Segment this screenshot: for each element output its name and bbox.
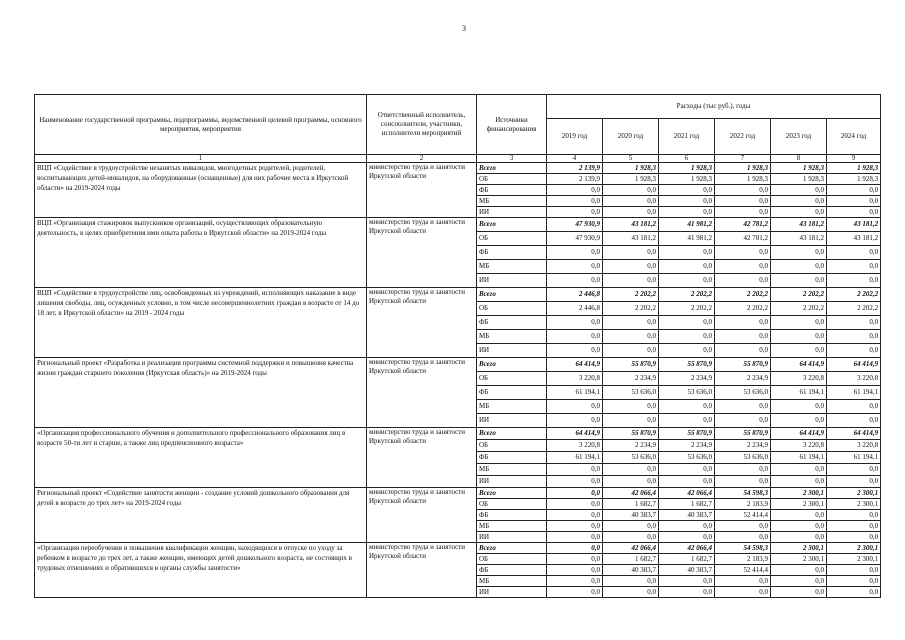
- expense-value: 1 928,3: [771, 174, 827, 185]
- expense-value: 0,0: [603, 185, 659, 196]
- expense-value: 0,0: [771, 196, 827, 207]
- column-number: 4: [547, 155, 603, 163]
- expense-value: 53 636,0: [659, 452, 715, 464]
- expense-value: 0,0: [771, 565, 827, 576]
- expense-value: 0,0: [827, 400, 881, 414]
- expense-value: 2 300,1: [771, 543, 827, 554]
- expense-value: 0,0: [603, 260, 659, 274]
- expense-value: 0,0: [659, 464, 715, 476]
- expense-value: 2 202,2: [827, 302, 881, 316]
- expense-value: 2 202,2: [715, 302, 771, 316]
- expense-value: 0,0: [771, 330, 827, 344]
- expense-value: 0,0: [715, 316, 771, 330]
- executor: министерство труда и занятости Иркутской области: [367, 488, 477, 543]
- expense-value: 43 181,2: [771, 218, 827, 232]
- expense-value: 0,0: [771, 207, 827, 218]
- expense-value: 0,0: [659, 521, 715, 532]
- expense-value: 2 202,2: [771, 288, 827, 302]
- expense-value: 2 234,9: [715, 440, 771, 452]
- funding-source: ОБ: [477, 372, 547, 386]
- expense-value: 0,0: [659, 532, 715, 543]
- expense-value: 0,0: [547, 587, 603, 598]
- expense-value: 0,0: [547, 185, 603, 196]
- expense-value: 3 220,8: [827, 440, 881, 452]
- expense-value: 0,0: [659, 316, 715, 330]
- expense-value: 0,0: [827, 476, 881, 488]
- header-year: 2022 год: [715, 119, 771, 155]
- expense-value: 0,0: [827, 510, 881, 521]
- expense-value: 1 928,3: [603, 174, 659, 185]
- expense-value: 40 383,7: [603, 510, 659, 521]
- expense-value: 2 300,1: [827, 554, 881, 565]
- expense-value: 0,0: [771, 464, 827, 476]
- expense-value: 0,0: [715, 587, 771, 598]
- program-name: «Организация переобучения и повышения квалификации женщин, находящихся в отпуске по уходу за ребенком в возрасте до трех лет, а также женщин, имеющих детей дошкольного возраста, не состоящих в трудовых отношениях и обратившихся в органы службы занятости»: [35, 543, 367, 598]
- expense-value: 0,0: [603, 532, 659, 543]
- table-row: [35, 218, 881, 232]
- expense-value: 0,0: [547, 464, 603, 476]
- table-row: [35, 488, 881, 499]
- expense-value: 53 636,0: [603, 386, 659, 400]
- header-expenses: Расходы (тыс руб.), годы: [547, 95, 881, 119]
- expense-value: 42 066,4: [603, 543, 659, 554]
- expense-value: 0,0: [547, 414, 603, 428]
- header-year: 2019 год: [547, 119, 603, 155]
- expense-value: 53 636,0: [603, 452, 659, 464]
- expense-value: 0,0: [547, 274, 603, 288]
- expense-value: 0,0: [547, 543, 603, 554]
- funding-source: ОБ: [477, 174, 547, 185]
- expense-value: 0,0: [715, 521, 771, 532]
- table-row: [35, 428, 881, 440]
- expense-value: 0,0: [547, 260, 603, 274]
- expense-value: 2 300,1: [827, 543, 881, 554]
- header-program-name: Наименование государственной программы, подпрограммы, ведомственной целевой программы, основного мероприятия, мероприятия: [35, 95, 367, 155]
- expense-value: 54 598,3: [715, 488, 771, 499]
- expense-value: 64 414,9: [827, 428, 881, 440]
- expense-value: 2 139,9: [547, 174, 603, 185]
- expense-value: 0,0: [659, 414, 715, 428]
- expense-value: 0,0: [603, 414, 659, 428]
- expense-value: 0,0: [827, 274, 881, 288]
- header-year: 2024 год: [827, 119, 881, 155]
- expense-value: 61 194,1: [771, 386, 827, 400]
- expense-value: 0,0: [827, 532, 881, 543]
- expense-value: 0,0: [603, 274, 659, 288]
- column-number-row: [35, 155, 881, 163]
- expense-value: 0,0: [603, 196, 659, 207]
- expense-value: 2 202,2: [603, 302, 659, 316]
- expense-value: 0,0: [547, 316, 603, 330]
- funding-source: Всего: [477, 543, 547, 554]
- expense-value: 55 870,9: [603, 428, 659, 440]
- expense-value: 41 981,2: [659, 232, 715, 246]
- program-name: Региональный проект «Разработка и реализация программы системной поддержки и повышения качества жизни граждан старшего поколения (Иркутская область)» на 2019-2024 годы: [35, 358, 367, 428]
- column-number: 7: [715, 155, 771, 163]
- expense-value: 42 781,2: [715, 232, 771, 246]
- expense-value: 2 234,9: [715, 372, 771, 386]
- expense-value: 42 781,2: [715, 218, 771, 232]
- expense-value: 47 930,9: [547, 218, 603, 232]
- expense-value: 0,0: [771, 274, 827, 288]
- expense-value: 2 202,2: [659, 302, 715, 316]
- column-number: 1: [35, 155, 367, 163]
- expense-value: 55 870,9: [715, 358, 771, 372]
- expense-value: 1 682,7: [659, 554, 715, 565]
- expense-value: 3 220,8: [771, 372, 827, 386]
- expense-value: 2 183,9: [715, 554, 771, 565]
- expense-value: 2 202,2: [659, 288, 715, 302]
- expense-value: 43 181,2: [827, 218, 881, 232]
- expense-value: 0,0: [827, 246, 881, 260]
- expense-value: 0,0: [659, 246, 715, 260]
- expense-value: 0,0: [771, 185, 827, 196]
- expense-value: 0,0: [547, 476, 603, 488]
- program-name: ВЦП «Содействие в трудоустройстве лиц, освобожденных из учреждений, исполняющих наказание в виде лишения свободы, лиц, осужденных условно, в том числе несовершеннолетних граждан в возрасте от 14 до 18 лет, в Иркутской области» на 2019 - 2024 годы: [35, 288, 367, 358]
- expense-value: 0,0: [715, 476, 771, 488]
- column-number: 3: [477, 155, 547, 163]
- expense-value: 1 928,3: [603, 163, 659, 174]
- expense-value: 0,0: [771, 476, 827, 488]
- expense-value: 0,0: [827, 344, 881, 358]
- expense-value: 41 981,2: [659, 218, 715, 232]
- expense-value: 0,0: [603, 521, 659, 532]
- executor: министерство труда и занятости Иркутской области: [367, 163, 477, 218]
- expense-value: 61 194,1: [827, 386, 881, 400]
- expense-value: 0,0: [547, 207, 603, 218]
- funding-source: МБ: [477, 521, 547, 532]
- funding-source: ОБ: [477, 440, 547, 452]
- expense-value: 64 414,9: [827, 358, 881, 372]
- expense-value: 0,0: [603, 207, 659, 218]
- header-funding-source: Источники финансирования: [477, 95, 547, 155]
- funding-source: ОБ: [477, 232, 547, 246]
- expense-value: 61 194,1: [547, 452, 603, 464]
- expense-value: 64 414,9: [771, 358, 827, 372]
- expense-value: 40 383,7: [659, 510, 715, 521]
- expense-value: 0,0: [659, 476, 715, 488]
- table-row: [35, 358, 881, 372]
- expense-value: 2 202,2: [827, 288, 881, 302]
- expense-value: 0,0: [547, 488, 603, 499]
- expense-value: 0,0: [771, 414, 827, 428]
- expense-value: 2 446,8: [547, 288, 603, 302]
- funding-source: Всего: [477, 358, 547, 372]
- expense-value: 2 234,9: [603, 372, 659, 386]
- expense-value: 2 202,2: [771, 302, 827, 316]
- expense-value: 40 383,7: [659, 565, 715, 576]
- expense-value: 2 183,9: [715, 499, 771, 510]
- funding-source: ИИ: [477, 344, 547, 358]
- expense-value: 0,0: [659, 185, 715, 196]
- expense-value: 0,0: [715, 414, 771, 428]
- funding-source: Всего: [477, 218, 547, 232]
- expense-value: 0,0: [827, 414, 881, 428]
- expense-value: 55 870,9: [659, 428, 715, 440]
- executor: министерство труда и занятости Иркутской области: [367, 288, 477, 358]
- expense-value: 43 181,2: [603, 232, 659, 246]
- expense-value: 0,0: [547, 499, 603, 510]
- expense-value: 52 414,4: [715, 565, 771, 576]
- funding-source: МБ: [477, 260, 547, 274]
- expense-value: 1 928,3: [827, 163, 881, 174]
- executor: министерство труда и занятости Иркутской области: [367, 218, 477, 288]
- funding-source: МБ: [477, 464, 547, 476]
- expense-value: 64 414,9: [547, 428, 603, 440]
- expense-value: 0,0: [659, 400, 715, 414]
- expense-value: 0,0: [547, 510, 603, 521]
- expense-value: 0,0: [659, 196, 715, 207]
- expense-value: 53 636,0: [715, 386, 771, 400]
- expense-value: 0,0: [827, 521, 881, 532]
- program-name: Региональный проект «Содействие занятости женщин - создание условий дошкольного образования для детей в возрасте до трех лет» на 2019-2024 годы: [35, 488, 367, 543]
- expense-value: 0,0: [827, 196, 881, 207]
- expense-value: 1 682,7: [659, 499, 715, 510]
- column-number: 5: [603, 155, 659, 163]
- expense-value: 0,0: [715, 274, 771, 288]
- program-name: «Организация профессионального обучения и дополнительного профессионального образования лиц в возрасте 50-ти лет и старше, а также лиц предпенсионного возраста»: [35, 428, 367, 488]
- expense-value: 1 682,7: [603, 554, 659, 565]
- expense-value: 0,0: [659, 330, 715, 344]
- expense-value: 43 181,2: [771, 232, 827, 246]
- expense-value: 61 194,1: [547, 386, 603, 400]
- expense-value: 42 066,4: [659, 543, 715, 554]
- funding-source: ИИ: [477, 274, 547, 288]
- funding-source: ОБ: [477, 302, 547, 316]
- expense-value: 0,0: [771, 400, 827, 414]
- funding-source: ИИ: [477, 207, 547, 218]
- expense-value: 2 234,9: [659, 440, 715, 452]
- expense-value: 61 194,1: [771, 452, 827, 464]
- expense-value: 1 682,7: [603, 499, 659, 510]
- expense-value: 0,0: [827, 260, 881, 274]
- funding-source: ФБ: [477, 246, 547, 260]
- expense-value: 0,0: [715, 246, 771, 260]
- expense-value: 0,0: [771, 510, 827, 521]
- expense-value: 40 383,7: [603, 565, 659, 576]
- column-number: 2: [367, 155, 477, 163]
- expense-value: 55 870,9: [715, 428, 771, 440]
- expense-value: 2 300,1: [771, 488, 827, 499]
- expense-value: 2 300,1: [827, 499, 881, 510]
- expense-value: 0,0: [603, 587, 659, 598]
- header-year: 2020 год: [603, 119, 659, 155]
- expense-value: 0,0: [603, 464, 659, 476]
- funding-source: ИИ: [477, 476, 547, 488]
- expense-value: 0,0: [827, 565, 881, 576]
- expense-value: 2 300,1: [771, 554, 827, 565]
- funding-source: ФБ: [477, 386, 547, 400]
- expense-value: 0,0: [771, 316, 827, 330]
- expense-value: 0,0: [659, 344, 715, 358]
- expense-value: 0,0: [715, 464, 771, 476]
- expense-value: 3 220,8: [547, 440, 603, 452]
- expense-value: 52 414,4: [715, 510, 771, 521]
- expense-value: 0,0: [659, 260, 715, 274]
- expense-value: 0,0: [547, 576, 603, 587]
- expense-value: 2 234,9: [659, 372, 715, 386]
- expense-value: 0,0: [603, 400, 659, 414]
- expense-value: 0,0: [603, 316, 659, 330]
- expense-value: 2 300,1: [827, 488, 881, 499]
- expense-value: 1 928,3: [659, 163, 715, 174]
- expense-value: 0,0: [827, 576, 881, 587]
- expense-value: 0,0: [603, 576, 659, 587]
- funding-source: Всего: [477, 163, 547, 174]
- expense-value: 0,0: [547, 565, 603, 576]
- expense-value: 0,0: [547, 532, 603, 543]
- expense-value: 2 202,2: [603, 288, 659, 302]
- expense-value: 61 194,1: [827, 452, 881, 464]
- expense-value: 0,0: [715, 260, 771, 274]
- expense-value: 0,0: [771, 521, 827, 532]
- expense-value: 64 414,9: [547, 358, 603, 372]
- expense-value: 0,0: [827, 464, 881, 476]
- expense-value: 0,0: [715, 185, 771, 196]
- expense-value: 0,0: [547, 554, 603, 565]
- expense-value: 0,0: [715, 344, 771, 358]
- expense-value: 2 139,9: [547, 163, 603, 174]
- expense-value: 0,0: [547, 344, 603, 358]
- expense-value: 53 636,0: [715, 452, 771, 464]
- table-row: [35, 288, 881, 302]
- expense-value: 0,0: [771, 532, 827, 543]
- expense-value: 42 066,4: [603, 488, 659, 499]
- expense-value: 0,0: [715, 207, 771, 218]
- expense-value: 2 446,8: [547, 302, 603, 316]
- header-year: 2021 год: [659, 119, 715, 155]
- expense-value: 2 300,1: [771, 499, 827, 510]
- expense-value: 1 928,3: [827, 174, 881, 185]
- expense-value: 0,0: [715, 196, 771, 207]
- expense-value: 0,0: [547, 521, 603, 532]
- expense-value: 0,0: [547, 330, 603, 344]
- program-name: ВЦП «Организация стажировок выпускников организаций, осуществляющих образовательную деятельность, в целях приобретения ими опыта работы в Иркутской области» на 2019-2024 годы: [35, 218, 367, 288]
- table-row: [35, 543, 881, 554]
- header-year: 2023 год: [771, 119, 827, 155]
- expense-value: 0,0: [715, 330, 771, 344]
- expense-value: 0,0: [715, 576, 771, 587]
- expense-value: 0,0: [715, 532, 771, 543]
- program-name: ВЦП «Содействие в трудоустройстве незанятых инвалидов, многодетных родителей, родителей, воспитывающих детей-инвалидов, на оборудованные (оснащенные) для них рабочие места в Иркутской области» на 2019-2024 годы: [35, 163, 367, 218]
- expense-value: 0,0: [827, 316, 881, 330]
- budget-table-body: [35, 163, 881, 598]
- expense-value: 0,0: [547, 246, 603, 260]
- expense-value: 0,0: [827, 587, 881, 598]
- expense-value: 0,0: [603, 330, 659, 344]
- header-executor: Ответственный исполнитель, соисполнители, участники, исполнители мероприятий: [367, 95, 477, 155]
- expense-value: 1 928,3: [771, 163, 827, 174]
- expense-value: 0,0: [659, 576, 715, 587]
- funding-source: ФБ: [477, 510, 547, 521]
- expense-value: 47 930,9: [547, 232, 603, 246]
- executor: министерство труда и занятости Иркутской области: [367, 358, 477, 428]
- executor: министерство труда и занятости Иркутской области: [367, 543, 477, 598]
- expense-value: 0,0: [771, 576, 827, 587]
- expense-value: 43 181,2: [603, 218, 659, 232]
- expense-value: 1 928,3: [715, 174, 771, 185]
- expense-value: 1 928,3: [659, 174, 715, 185]
- funding-source: ИИ: [477, 414, 547, 428]
- expense-value: 0,0: [659, 274, 715, 288]
- expense-value: 53 636,0: [659, 386, 715, 400]
- funding-source: Всего: [477, 288, 547, 302]
- expense-value: 1 928,3: [715, 163, 771, 174]
- expense-value: 0,0: [827, 207, 881, 218]
- funding-source: ОБ: [477, 499, 547, 510]
- expense-value: 3 220,8: [547, 372, 603, 386]
- expense-value: 0,0: [603, 246, 659, 260]
- expense-value: 43 181,2: [827, 232, 881, 246]
- expense-value: 0,0: [547, 196, 603, 207]
- expense-value: 0,0: [715, 400, 771, 414]
- expense-value: 0,0: [603, 344, 659, 358]
- expense-value: 42 066,4: [659, 488, 715, 499]
- executor: министерство труда и занятости Иркутской области: [367, 428, 477, 488]
- funding-source: Всего: [477, 488, 547, 499]
- funding-source: ФБ: [477, 565, 547, 576]
- expense-value: 0,0: [659, 587, 715, 598]
- funding-source: МБ: [477, 400, 547, 414]
- expense-value: 0,0: [827, 330, 881, 344]
- table-row: [35, 163, 881, 174]
- expense-value: 0,0: [771, 587, 827, 598]
- funding-source: ФБ: [477, 452, 547, 464]
- funding-source: МБ: [477, 330, 547, 344]
- expense-value: 64 414,9: [771, 428, 827, 440]
- expense-value: 0,0: [659, 207, 715, 218]
- expense-value: 0,0: [771, 246, 827, 260]
- expense-value: 0,0: [547, 400, 603, 414]
- funding-source: ФБ: [477, 316, 547, 330]
- budget-table: [34, 94, 881, 598]
- expense-value: 0,0: [827, 185, 881, 196]
- expense-value: 0,0: [771, 260, 827, 274]
- column-number: 9: [827, 155, 881, 163]
- funding-source: Всего: [477, 428, 547, 440]
- expense-value: 55 870,9: [659, 358, 715, 372]
- funding-source: ФБ: [477, 185, 547, 196]
- expense-value: 2 234,9: [603, 440, 659, 452]
- expense-value: 2 202,2: [715, 288, 771, 302]
- funding-source: МБ: [477, 196, 547, 207]
- funding-source: ОБ: [477, 554, 547, 565]
- funding-source: МБ: [477, 576, 547, 587]
- expense-value: 3 220,8: [771, 440, 827, 452]
- page-number: 3: [462, 24, 466, 33]
- expense-value: 3 220,8: [827, 372, 881, 386]
- column-number: 6: [659, 155, 715, 163]
- expense-value: 0,0: [603, 476, 659, 488]
- column-number: 8: [771, 155, 827, 163]
- funding-source: ИИ: [477, 532, 547, 543]
- expense-value: 54 598,3: [715, 543, 771, 554]
- expense-value: 55 870,9: [603, 358, 659, 372]
- expense-value: 0,0: [771, 344, 827, 358]
- funding-source: ИИ: [477, 587, 547, 598]
